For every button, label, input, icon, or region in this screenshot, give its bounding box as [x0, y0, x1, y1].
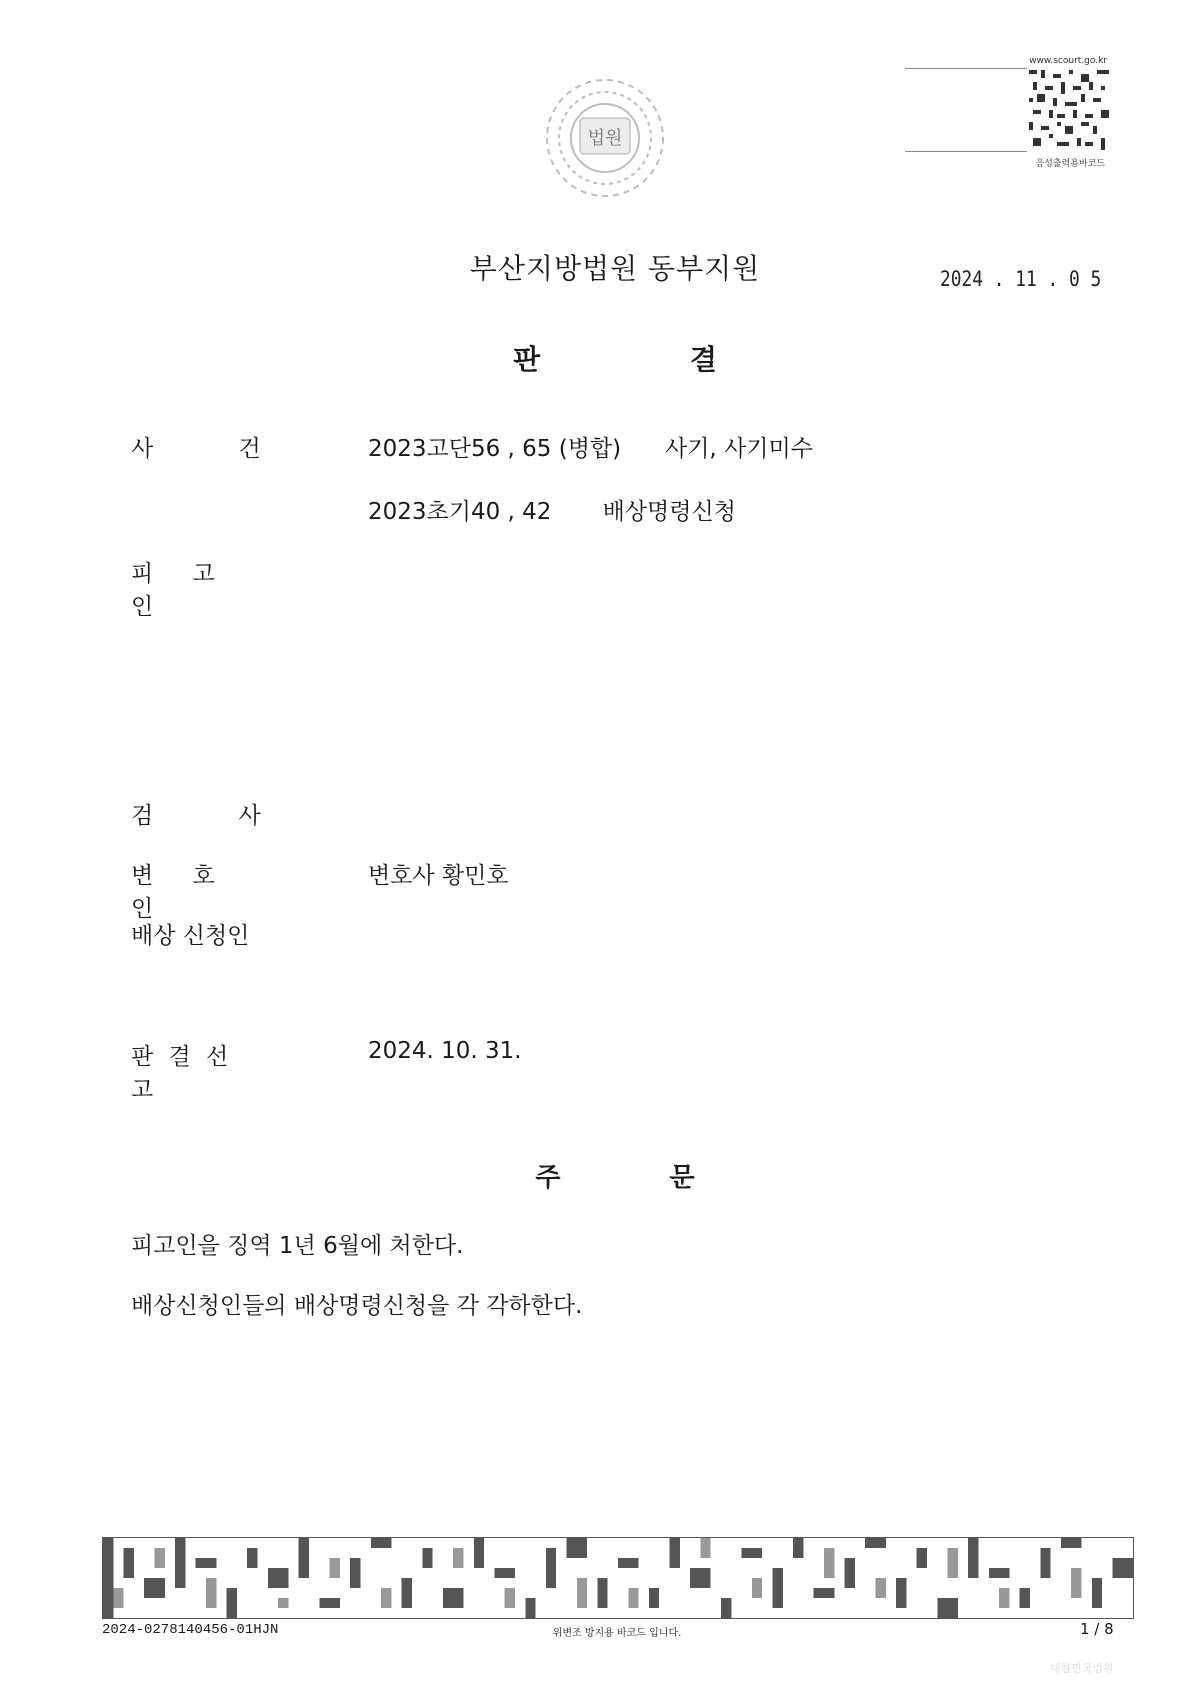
defendant-label-text: 피 고 인: [131, 561, 215, 620]
court-name: 부산지방법원 동부지원: [469, 252, 761, 285]
order-line-1: 피고인을 징역 1년 6월에 처한다.: [131, 1233, 464, 1259]
court-seal-text: 법원: [587, 128, 623, 149]
case-label: [131, 430, 261, 463]
court-seal-logo: [530, 70, 680, 205]
court-watermark: 대한민국법원: [1050, 1662, 1114, 1675]
page-number: 1 / 8: [1080, 1620, 1114, 1638]
barcode-note: 위변조 방지용 바코드 입니다.: [552, 1628, 682, 1639]
applicant-label: [131, 917, 261, 950]
judgment-date-label: [131, 1038, 261, 1104]
defendant-label: [131, 555, 261, 621]
receipt-stamp-date: 2024 . 11 . 0 5: [940, 267, 1102, 291]
document-title: 판 결: [513, 343, 717, 376]
case-number-line2: 2023초기40 , 42 배상명령신청: [368, 499, 736, 525]
counsel-value: 변호사 황민호: [368, 863, 509, 889]
order-line-2: 배상신청인들의 배상명령신청을 각 각하한다.: [131, 1293, 583, 1319]
counsel-label: [131, 857, 261, 923]
barcode-pattern-icon: [1029, 70, 1109, 150]
counsel-label-text: 변 호 인: [131, 863, 215, 922]
barcode-url: www.scourt.go.kr: [1029, 56, 1107, 66]
judgment-date-label-text: 판 결 선 고: [131, 1044, 229, 1103]
prosecutor-label: [131, 797, 261, 830]
audio-barcode: [905, 56, 1115, 169]
case-label-text: 사 건: [131, 436, 261, 462]
judgment-date-value: 2024. 10. 31.: [368, 1038, 522, 1064]
barcode-frame: [905, 68, 1027, 152]
anti-forgery-barcode: [102, 1537, 1134, 1619]
applicant-label-text: 배상 신청인: [131, 923, 250, 949]
prosecutor-label-text: 검 사: [131, 803, 261, 829]
case-number-line1: 2023고단56 , 65 (병합) 사기, 사기미수: [368, 436, 813, 462]
barcode-caption: 음성출력용바코드: [1035, 159, 1105, 169]
order-title: 주 문: [535, 1163, 695, 1193]
document-code: 2024-0278140456-01HJN: [102, 1622, 279, 1638]
